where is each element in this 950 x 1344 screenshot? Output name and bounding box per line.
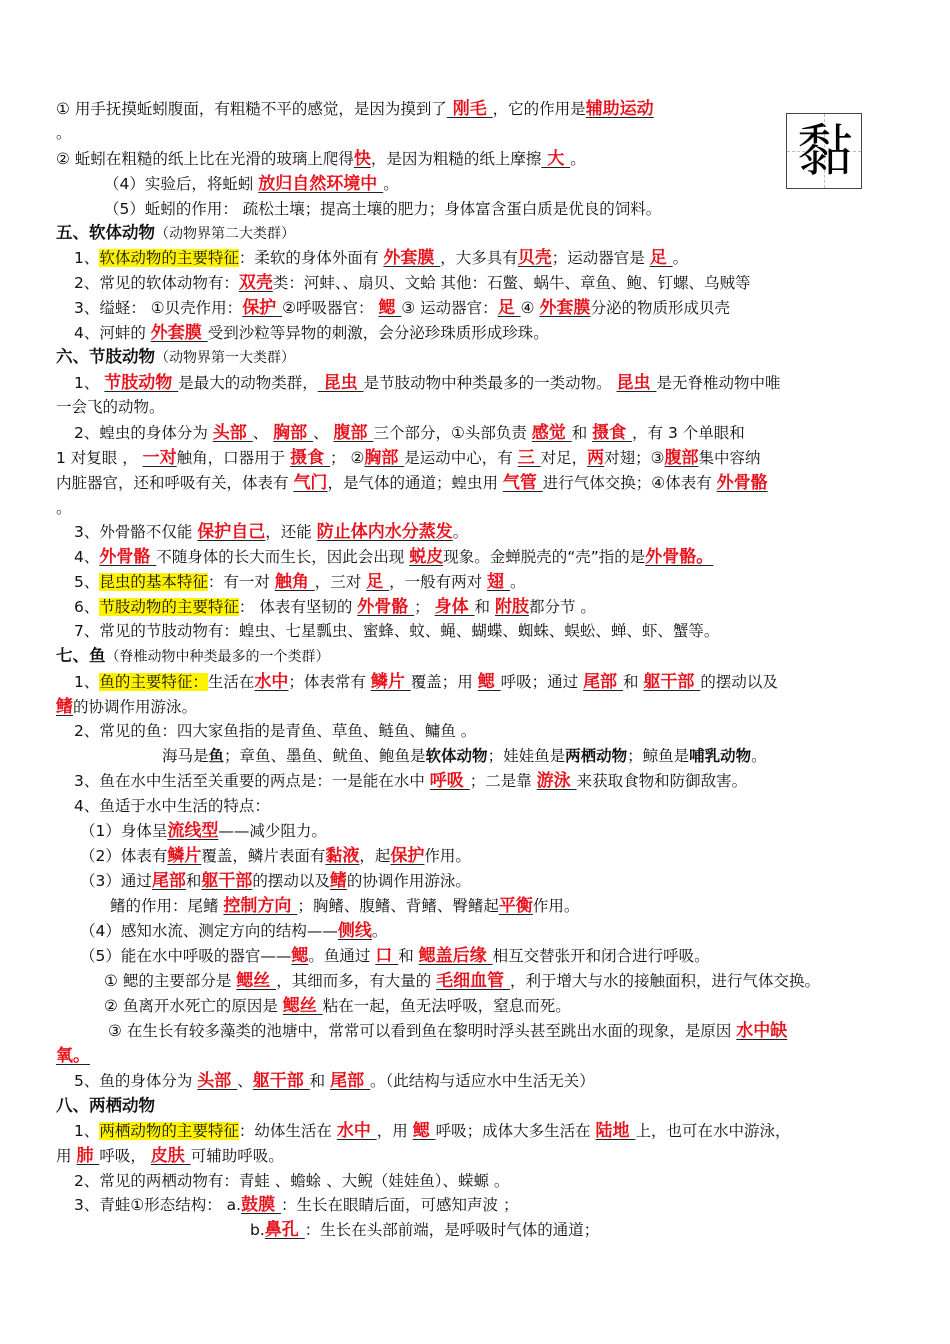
answer-blank: 尾部 bbox=[151, 871, 186, 891]
text-segment: 覆盖，鳞片表面有 bbox=[201, 847, 326, 865]
note-line bbox=[56, 396, 165, 418]
answer-blank: 鳞片 bbox=[370, 672, 411, 692]
note-line bbox=[74, 272, 751, 294]
answer-blank: 腹部 bbox=[333, 423, 374, 443]
note-line bbox=[74, 422, 745, 444]
text-segment: 1、 bbox=[74, 1122, 100, 1140]
note-line bbox=[56, 447, 761, 469]
answer-blank: 身体 bbox=[434, 597, 475, 617]
text-segment: 是最大的动物类群， bbox=[178, 374, 318, 392]
text-segment: 来获取食物和防御敌害。 bbox=[576, 772, 748, 790]
text-segment: 是运动中心，有 bbox=[404, 449, 518, 467]
text-segment: 2、常见的两栖动物有：青蛙 、蟾蜍 、大鲵（娃娃鱼）、蝾螈 。 bbox=[74, 1172, 510, 1190]
text-segment: （2）体表有 bbox=[80, 847, 168, 865]
answer-blank: 贝壳 bbox=[517, 248, 552, 268]
answer-blank: 皮肤 bbox=[150, 1146, 191, 1166]
text-segment: ，其细而多，有大量的 bbox=[276, 972, 437, 990]
section-heading: 七、鱼 bbox=[56, 646, 106, 665]
highlighted-term: 两栖动物的主要特征 bbox=[99, 1122, 239, 1140]
answer-blank: 呼吸 bbox=[429, 771, 470, 791]
answer-blank: 氧。 bbox=[56, 1046, 90, 1066]
text-segment: 生活在 bbox=[207, 673, 255, 691]
note-line bbox=[80, 920, 387, 942]
text-segment: 5、 bbox=[74, 573, 100, 591]
note-line bbox=[250, 1219, 599, 1241]
answer-blank: 一对 bbox=[142, 448, 177, 468]
text-segment: 2、常见的软体动物有： bbox=[74, 274, 239, 292]
text-segment: 和 bbox=[309, 1072, 331, 1090]
answer-blank: 鳃盖后缘 bbox=[418, 946, 493, 966]
answer-blank: 气管 bbox=[502, 473, 543, 493]
answer-blank: 头部 bbox=[212, 423, 253, 443]
text-segment: 呼吸；成体大多生活在 bbox=[435, 1122, 596, 1140]
answer-blank: 流线型 bbox=[167, 821, 219, 841]
answer-blank: 节肢动物 bbox=[104, 373, 179, 393]
bold-term: 软体动物 bbox=[425, 747, 488, 765]
text-segment: 。鱼通过 bbox=[308, 947, 376, 965]
text-segment: 和 bbox=[185, 872, 202, 890]
answer-blank: 水中 bbox=[254, 672, 289, 692]
text-segment: 和 bbox=[398, 947, 419, 965]
note-line bbox=[74, 571, 525, 593]
text-segment: 不随身体的长大而生长，因此会出现 bbox=[156, 548, 410, 566]
text-segment: 三个部分，①头部负责 bbox=[373, 424, 532, 442]
text-segment: 海马是 bbox=[162, 747, 209, 765]
text-segment: 作用。 bbox=[424, 847, 471, 865]
note-line bbox=[104, 970, 820, 992]
text-segment: 。 bbox=[452, 523, 469, 541]
note-line bbox=[74, 620, 719, 642]
text-segment: 3、缢蛏： ①贝壳作用： bbox=[74, 299, 243, 317]
answer-blank: 尾部 bbox=[583, 672, 623, 692]
note-line bbox=[56, 497, 72, 519]
answer-blank: 防止体内水分蒸发 bbox=[316, 522, 453, 542]
text-segment: ：幼体生活在 bbox=[238, 1122, 337, 1140]
answer-blank: 毛细血管 bbox=[436, 971, 511, 991]
answer-blank: 昆虫 bbox=[616, 373, 657, 393]
note-line bbox=[56, 696, 197, 718]
text-segment: ——减少阻力。 bbox=[218, 822, 327, 840]
text-segment: 相互交替张开和闭合进行呼吸。 bbox=[492, 947, 710, 965]
answer-blank: 辅助运动 bbox=[585, 99, 654, 119]
answer-blank: 外骨骼。 bbox=[645, 547, 714, 567]
text-segment: 。 bbox=[509, 573, 526, 591]
note-line bbox=[56, 1095, 155, 1117]
text-segment: 是无脊椎动物中唯 bbox=[656, 374, 781, 392]
section-heading: 八、两栖动物 bbox=[56, 1096, 155, 1115]
text-segment: ，用 bbox=[376, 1122, 413, 1140]
section-heading: 六、节肢动物 bbox=[56, 347, 155, 366]
text-segment: ；胸鳍、腹鳍、背鳍、臀鳍起 bbox=[297, 897, 499, 915]
text-segment: 鳍的作用：尾鳍 bbox=[110, 897, 224, 915]
text-segment: 。 bbox=[751, 747, 767, 765]
answer-blank: 外骨骼 bbox=[357, 597, 415, 617]
text-segment: 1、 bbox=[74, 673, 100, 691]
answer-blank: 躯干部 bbox=[201, 871, 253, 891]
note-line bbox=[74, 322, 549, 344]
answer-blank: 刚毛 bbox=[446, 99, 493, 119]
text-segment: ；运动器官是 bbox=[551, 249, 650, 267]
section-note: （动物界第一大类群） bbox=[155, 350, 295, 366]
answer-blank: 陆地 bbox=[595, 1121, 636, 1141]
text-segment: （5）能在水中呼吸的器官—— bbox=[80, 947, 292, 965]
answer-blank: 摄食 bbox=[290, 448, 331, 468]
text-segment: 、 bbox=[313, 424, 334, 442]
answer-blank: 游泳 bbox=[536, 771, 577, 791]
text-segment: 触角，口器用于 bbox=[176, 449, 291, 467]
answer-blank: 胸部 bbox=[364, 448, 405, 468]
answer-blank: 足 bbox=[366, 572, 390, 592]
answer-blank: 鳍 bbox=[329, 871, 347, 891]
answer-blank: 感觉 bbox=[531, 423, 572, 443]
text-segment: 粘在一起，鱼无法呼吸，窒息而死。 bbox=[322, 997, 571, 1015]
note-line bbox=[74, 546, 713, 568]
text-segment: 2、蝗虫的身体分为 bbox=[74, 424, 213, 442]
text-segment: ① 用手抚摸蚯蚓腹面，有粗糙不平的感觉，是因为摸到了 bbox=[56, 100, 447, 118]
note-line bbox=[74, 596, 596, 618]
text-segment: ，是气体的通道；蝗虫用 bbox=[327, 474, 503, 492]
text-segment: 对足， bbox=[540, 449, 588, 467]
answer-blank: 鳃丝 bbox=[282, 996, 323, 1016]
answer-blank: 腹部 bbox=[664, 448, 699, 468]
answer-blank: 鳃 bbox=[291, 946, 309, 966]
text-segment: （4）实验后，将蚯蚓 bbox=[104, 175, 259, 193]
note-line bbox=[74, 1120, 790, 1142]
highlighted-term: 鱼的主要特征： bbox=[99, 673, 208, 691]
note-line bbox=[56, 1045, 90, 1067]
answer-blank: 肺 bbox=[76, 1146, 100, 1166]
answer-blank: 外骨骼 bbox=[716, 473, 768, 493]
note-line bbox=[104, 173, 399, 195]
answer-blank: 水中缺 bbox=[736, 1021, 788, 1041]
text-segment: 对翅；③ bbox=[604, 449, 665, 467]
text-segment: 上，也可在水中游泳， bbox=[635, 1122, 791, 1140]
answer-blank: 摄食 bbox=[592, 423, 633, 443]
note-line bbox=[74, 720, 476, 742]
answer-blank: 放归自然环境中 bbox=[258, 174, 384, 194]
text-segment: ； bbox=[414, 598, 435, 616]
text-segment: 1、 bbox=[74, 249, 100, 267]
note-line bbox=[74, 297, 730, 319]
answer-blank: 足 bbox=[497, 298, 521, 318]
text-segment: 。 bbox=[672, 249, 689, 267]
note-line bbox=[56, 1145, 284, 1167]
note-line bbox=[74, 795, 270, 817]
text-segment: 和 bbox=[571, 424, 593, 442]
text-segment: 都分节 。 bbox=[528, 598, 596, 616]
text-segment: ②呼吸器官： bbox=[282, 299, 379, 317]
text-segment: ： 体表有坚韧的 bbox=[238, 598, 358, 616]
answer-blank: 控制方向 bbox=[223, 896, 298, 916]
answer-blank: 口 bbox=[375, 946, 399, 966]
text-segment: 呼吸；通过 bbox=[500, 673, 584, 691]
note-line bbox=[80, 870, 471, 892]
text-segment: ③ 运动器官： bbox=[401, 299, 498, 317]
note-line bbox=[74, 770, 747, 792]
text-segment: 受到沙粒等异物的刺激，会分泌珍珠质形成珍珠。 bbox=[207, 324, 549, 342]
text-segment: ① 鳃的主要部分是 bbox=[104, 972, 237, 990]
text-segment: 。 bbox=[371, 922, 388, 940]
text-segment: ；鲸鱼是 bbox=[627, 747, 690, 765]
text-segment: 是节肢动物中种类最多的一类动物。 bbox=[363, 374, 617, 392]
text-segment: ④ bbox=[520, 299, 540, 317]
answer-blank: 躯干部 bbox=[643, 672, 701, 692]
answer-blank: 黏液 bbox=[325, 846, 360, 866]
text-segment: ② 鱼离开水死亡的原因是 bbox=[104, 997, 283, 1015]
text-segment: ；体表常有 bbox=[288, 673, 371, 691]
section-note: （脊椎动物中种类最多的一个类群） bbox=[105, 649, 330, 665]
answer-blank: 鼓膜 bbox=[241, 1195, 282, 1215]
text-segment: ，有 3 个单眼和 bbox=[632, 424, 745, 442]
section-heading: 五、软体动物 bbox=[56, 223, 155, 242]
text-segment: 。 bbox=[56, 499, 72, 517]
text-segment: ，还能 bbox=[265, 523, 317, 541]
answer-blank: 平衡 bbox=[498, 896, 533, 916]
text-segment: 、 bbox=[237, 1072, 253, 1090]
answer-blank: 快 bbox=[353, 149, 371, 169]
note-line bbox=[74, 521, 468, 543]
answer-blank: 鳞片 bbox=[167, 846, 202, 866]
text-segment: 6、 bbox=[74, 598, 100, 616]
text-segment: ：有一对 bbox=[207, 573, 275, 591]
note-line bbox=[80, 845, 471, 867]
text-segment: 可辅助呼吸。 bbox=[190, 1147, 284, 1165]
text-segment: 4、 bbox=[74, 548, 100, 566]
answer-blank: 胸部 bbox=[273, 423, 314, 443]
text-segment: 3、鱼在水中生活至关重要的两点是：一是能在水中 bbox=[74, 772, 430, 790]
text-segment: 作用。 bbox=[532, 897, 580, 915]
text-segment: 5、鱼的身体分为 bbox=[74, 1072, 198, 1090]
answer-blank: 气门 bbox=[293, 473, 328, 493]
text-segment: ，是因为粗糙的纸上摩擦 bbox=[370, 150, 542, 168]
note-line bbox=[110, 895, 579, 917]
text-segment: 内脏器官，还和呼吸有关，体表有 bbox=[56, 474, 294, 492]
highlighted-term: 节肢动物的主要特征 bbox=[99, 598, 239, 616]
text-segment: ；娃娃鱼是 bbox=[487, 747, 566, 765]
text-segment: 集中容纳 bbox=[698, 449, 761, 467]
answer-blank: 附肢 bbox=[494, 597, 529, 617]
text-segment: ：柔软的身体外面有 bbox=[238, 249, 384, 267]
answer-blank: 昆虫 bbox=[317, 373, 364, 393]
text-segment: 现象。金蝉脱壳的“壳”指的是 bbox=[443, 548, 646, 566]
note-line bbox=[74, 1170, 509, 1192]
text-segment: 的协调作用游泳。 bbox=[73, 698, 198, 716]
note-line bbox=[108, 1020, 787, 1042]
text-segment: ，三对 bbox=[314, 573, 367, 591]
text-segment: 4、鱼适于水中生活的特点： bbox=[74, 797, 270, 815]
answer-blank: 鳍 bbox=[56, 697, 73, 717]
text-segment: ，起 bbox=[359, 847, 391, 865]
text-segment: 7、常见的节肢动物有：蝗虫、七星瓢虫、蜜蜂、蚊、蝇、蝴蝶、蜘蛛、蜈蚣、蝉、虾、蟹等。 bbox=[74, 622, 720, 640]
text-segment: ，大多具有 bbox=[440, 249, 518, 267]
text-segment: ，利于增大与水的接触面积，进行气体交换。 bbox=[510, 972, 821, 990]
text-segment: 1 对复眼 ， bbox=[56, 449, 143, 467]
note-line bbox=[56, 645, 330, 668]
note-line bbox=[56, 346, 295, 369]
note-line bbox=[56, 472, 768, 494]
text-segment: 的摆动以及 bbox=[700, 673, 778, 691]
bold-term: 两栖动物 bbox=[565, 747, 628, 765]
answer-blank: 两 bbox=[587, 448, 605, 468]
answer-blank: 三 bbox=[517, 448, 541, 468]
answer-blank: 蜕皮 bbox=[409, 547, 444, 567]
note-line bbox=[104, 198, 661, 220]
text-segment: 覆盖；用 bbox=[410, 673, 478, 691]
text-segment: （1）身体呈 bbox=[80, 822, 168, 840]
text-segment: （3）通过 bbox=[80, 872, 152, 890]
answer-blank: 外套膜 bbox=[539, 298, 591, 318]
answer-blank: 外套膜 bbox=[150, 323, 208, 343]
answer-blank: 尾部 bbox=[330, 1071, 371, 1091]
text-segment: ：生长在眼睛后面，可感知声波 ； bbox=[281, 1196, 519, 1214]
answer-blank: 大 bbox=[541, 149, 571, 169]
character-stamp bbox=[786, 113, 862, 189]
text-segment: 。 bbox=[56, 124, 72, 142]
note-line bbox=[80, 945, 710, 967]
note-line bbox=[74, 247, 688, 269]
note-line bbox=[56, 98, 654, 120]
bold-term: 哺乳动物 bbox=[689, 747, 752, 765]
text-segment: （5）蚯蚓的作用： 疏松土壤；提高土壤的肥力；身体富含蛋白质是优良的饲料。 bbox=[104, 200, 662, 218]
answer-blank: 侧线 bbox=[337, 921, 372, 941]
note-line bbox=[56, 222, 295, 245]
answer-blank: 鼻孔 bbox=[264, 1220, 305, 1240]
text-segment: ：生长在头部前端，是呼吸时气体的通道； bbox=[304, 1221, 600, 1239]
text-segment: （4）感知水流、测定方向的结构—— bbox=[80, 922, 338, 940]
highlighted-term: 软体动物的主要特征 bbox=[99, 249, 239, 267]
text-segment: ② 蚯蚓在粗糙的纸上比在光滑的玻璃上爬得 bbox=[56, 150, 354, 168]
text-segment: ③ 在生长有较多藻类的池塘中，常常可以看到鱼在黎明时浮头甚至跳出水面的现象，是原因 bbox=[108, 1022, 737, 1040]
text-segment: 3、青蛙①形态结构： a. bbox=[74, 1196, 242, 1214]
note-line bbox=[104, 995, 571, 1017]
answer-blank: 保护自己 bbox=[197, 522, 266, 542]
note-line bbox=[74, 372, 780, 394]
answer-blank: 躯干部 bbox=[252, 1071, 310, 1091]
answer-blank: 双壳 bbox=[238, 273, 273, 293]
section-note: （动物界第二大类群） bbox=[155, 226, 295, 242]
answer-blank: 鳃 bbox=[412, 1121, 436, 1141]
text-segment: 分泌的物质形成贝壳 bbox=[590, 299, 730, 317]
text-segment: 用 bbox=[56, 1147, 77, 1165]
answer-blank: 翅 bbox=[487, 572, 510, 592]
text-segment: 。 bbox=[570, 150, 586, 168]
answer-blank: 鳃 bbox=[477, 672, 501, 692]
note-line bbox=[74, 1194, 518, 1216]
text-segment: 。（此结构与适应水中生活无关） bbox=[370, 1072, 595, 1090]
answer-blank: 触角 bbox=[274, 572, 315, 592]
text-segment: 2、常见的鱼：四大家鱼指的是青鱼、草鱼、鲢鱼、鳙鱼 。 bbox=[74, 722, 477, 740]
text-segment: b. bbox=[250, 1221, 265, 1239]
answer-blank: 保护 bbox=[390, 846, 425, 866]
answer-blank: 鳃丝 bbox=[236, 971, 277, 991]
bold-term: 鱼 bbox=[208, 747, 225, 765]
answer-blank: 鳃 bbox=[378, 298, 402, 318]
text-segment: 。 bbox=[383, 175, 399, 193]
text-segment: 呼吸， bbox=[99, 1147, 151, 1165]
note-line bbox=[74, 671, 778, 693]
answer-blank: 外套膜 bbox=[383, 248, 441, 268]
answer-blank: 外骨骼 bbox=[99, 547, 157, 567]
note-line bbox=[74, 1070, 595, 1092]
stamp-character: 黏 bbox=[797, 119, 853, 184]
text-segment: ；二是靠 bbox=[469, 772, 537, 790]
text-segment: ，它的作用是 bbox=[492, 100, 586, 118]
text-segment: 的协调作用游泳。 bbox=[346, 872, 471, 890]
text-segment: 进行气体交换；④体表有 bbox=[542, 474, 717, 492]
note-line bbox=[80, 820, 327, 842]
answer-blank: 足 bbox=[649, 248, 673, 268]
text-segment: 3、外骨骼不仅能 bbox=[74, 523, 198, 541]
text-segment: ；章鱼、墨鱼、鱿鱼、鲍鱼是 bbox=[224, 747, 426, 765]
highlighted-term: 昆虫的基本特征 bbox=[99, 573, 208, 591]
note-line bbox=[162, 745, 767, 767]
answer-blank: 头部 bbox=[197, 1071, 238, 1091]
text-segment: 4、河蚌的 bbox=[74, 324, 151, 342]
answer-blank: 水中 bbox=[336, 1121, 377, 1141]
text-segment: 和 bbox=[622, 673, 644, 691]
answer-blank: 保护 bbox=[242, 298, 283, 318]
note-line bbox=[56, 122, 72, 144]
text-segment: 、 bbox=[252, 424, 274, 442]
note-line bbox=[56, 148, 586, 170]
text-segment: 1、 bbox=[74, 374, 105, 392]
text-segment: 一会飞的动物。 bbox=[56, 398, 165, 416]
text-segment: 的摆动以及 bbox=[252, 872, 330, 890]
text-segment: 和 bbox=[474, 598, 495, 616]
text-segment: 类：河蚌、、扇贝、文蛤 其他：石鳖、蜗牛、章鱼、鲍、钉螺、乌贼等 bbox=[272, 274, 751, 292]
text-segment: ； ② bbox=[330, 449, 365, 467]
text-segment: ，一般有两对 bbox=[389, 573, 488, 591]
